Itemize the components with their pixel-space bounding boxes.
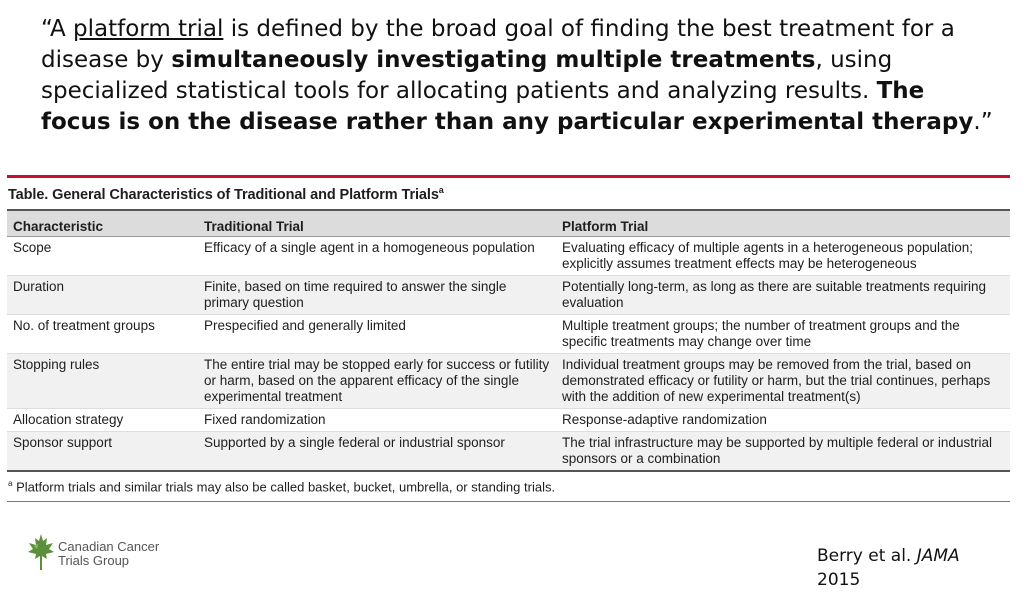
- citation-authors: Berry et al.: [817, 546, 917, 566]
- cell-platform: Response-adaptive randomization: [556, 409, 1010, 432]
- cell-characteristic: Scope: [7, 237, 198, 276]
- quote-term: platform trial: [73, 16, 224, 42]
- definition-quote: [41, 14, 1001, 138]
- cell-traditional: Fixed randomization: [198, 409, 556, 432]
- characteristics-table: [7, 211, 1010, 472]
- table-row: [7, 354, 1010, 409]
- cell-traditional: Prespecified and generally limited: [198, 315, 556, 354]
- maple-leaf-icon: [26, 532, 56, 576]
- table-row: [7, 315, 1010, 354]
- table-bottom-rule: [7, 501, 1010, 502]
- citation: [817, 544, 960, 592]
- cell-characteristic: No. of treatment groups: [7, 315, 198, 354]
- cell-platform: Evaluating efficacy of multiple agents in a heterogeneous population; explicitly assumes treatment effects may be heterogeneous: [556, 237, 1010, 276]
- footnote-text: Platform trials and similar trials may also be called basket, bucket, umbrella, or standing trials.: [12, 479, 556, 495]
- cell-platform: Individual treatment groups may be removed from the trial, based on demonstrated efficacy or futility or harm, but the trial continues, perhaps with the addition of new experimental treatment(s): [556, 354, 1010, 409]
- table-title: [7, 178, 1010, 209]
- cctg-logo: [26, 532, 159, 576]
- footnote-sup: a: [8, 479, 13, 488]
- quote-close: .”: [973, 109, 993, 135]
- cell-characteristic: Duration: [7, 276, 198, 315]
- citation-journal: JAMA: [916, 546, 960, 566]
- table-title-sup: a: [438, 185, 444, 195]
- table-footnote: [7, 472, 1010, 501]
- logo-line1: Canadian Cancer: [58, 539, 160, 554]
- cell-traditional: Finite, based on time required to answer the single primary question: [198, 276, 556, 315]
- header-characteristic: Characteristic: [7, 211, 198, 237]
- cell-characteristic: Allocation strategy: [7, 409, 198, 432]
- logo-wordmark: [58, 540, 159, 568]
- cell-platform: Multiple treatment groups; the number of treatment groups and the specific treatments may change over time: [556, 315, 1010, 354]
- citation-year: 2015: [817, 570, 861, 590]
- characteristics-table-figure: [7, 175, 1010, 502]
- quote-open: “A: [41, 16, 73, 42]
- quote-bold1: simultaneously investigating multiple treatments: [171, 47, 816, 73]
- cell-traditional: The entire trial may be stopped early for success or futility or harm, based on the apparent efficacy of the single experimental treatment: [198, 354, 556, 409]
- cell-traditional: Efficacy of a single agent in a homogeneous population: [198, 237, 556, 276]
- table-header-row: [7, 211, 1010, 237]
- cell-characteristic: Sponsor support: [7, 432, 198, 472]
- header-platform-trial: Platform Trial: [556, 211, 1010, 237]
- cell-traditional: Supported by a single federal or industrial sponsor: [198, 432, 556, 472]
- cell-platform: Potentially long-term, as long as there are suitable treatments requiring evaluation: [556, 276, 1010, 315]
- quote-part3: , using specialized statistical tools for allocating patients and analyzing results.: [41, 47, 893, 104]
- table-row: [7, 432, 1010, 472]
- quote-part2: is defined by the broad goal of finding the best treatment for a disease by: [41, 16, 955, 73]
- table-row: [7, 409, 1010, 432]
- cell-platform: The trial infrastructure may be supported by multiple federal or industrial sponsors or a combination: [556, 432, 1010, 472]
- table-row: [7, 276, 1010, 315]
- cell-characteristic: Stopping rules: [7, 354, 198, 409]
- table-title-text: Table. General Characteristics of Traditional and Platform Trials: [8, 186, 439, 203]
- quote-bold2: The focus is on the disease rather than any particular experimental therapy: [41, 78, 974, 135]
- header-traditional-trial: Traditional Trial: [198, 211, 556, 237]
- table-row: [7, 237, 1010, 276]
- logo-line2: Trials Group: [58, 553, 130, 568]
